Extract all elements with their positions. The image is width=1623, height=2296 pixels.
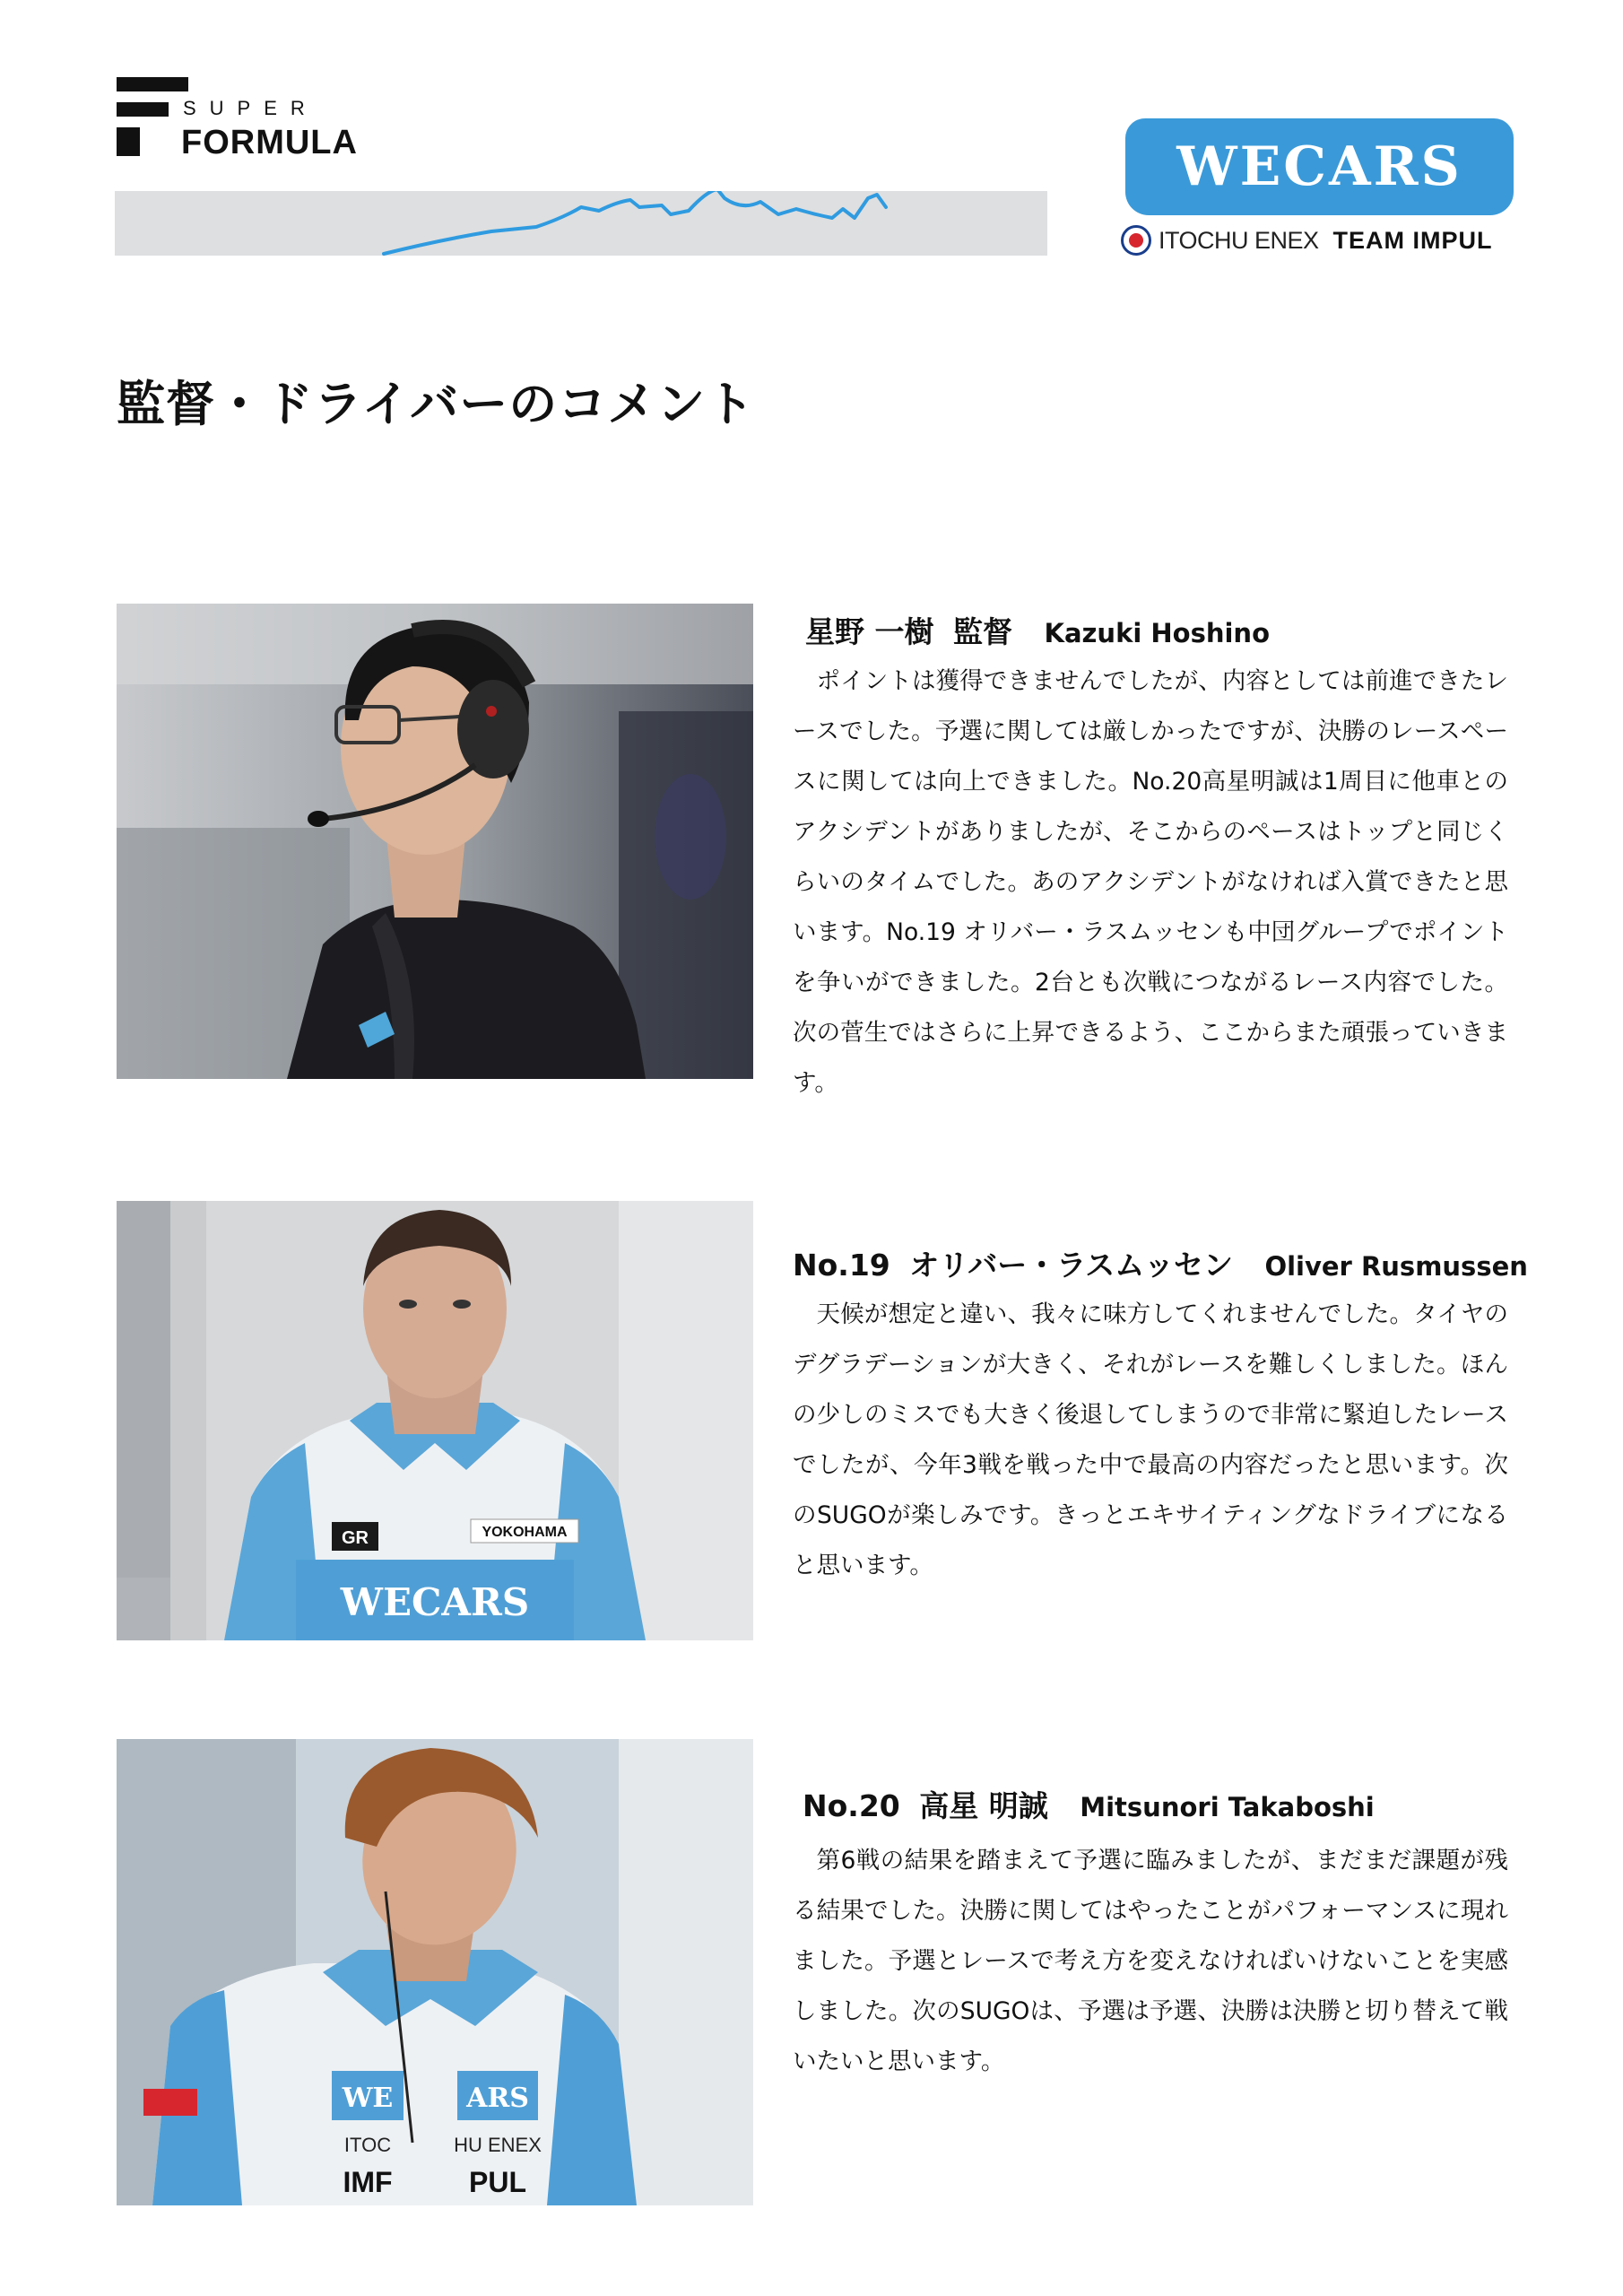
driver19-photo <box>117 1201 753 1640</box>
itochu-logo-icon <box>1121 225 1151 256</box>
suit-itochu-left: ITOC <box>343 2134 392 2156</box>
driver20-name-ja: 高星 明誠 <box>919 1788 1048 1823</box>
director-title: 監督 <box>953 614 1012 649</box>
wecars-badge <box>1125 118 1514 215</box>
team-name: TEAM IMPUL <box>1332 226 1493 254</box>
driver19-name-line <box>793 1242 1528 1284</box>
driver19-name-en: Oliver Rusmussen <box>1264 1251 1528 1282</box>
logo-super-text: SUPER <box>183 97 318 119</box>
suit-itochu-right: HU ENEX <box>454 2134 542 2156</box>
director-name-line <box>805 609 1270 651</box>
suit-ars-text: ARS <box>466 2083 529 2114</box>
team-name-line <box>1121 222 1524 258</box>
driver19-comment: 天候が想定と違い、我々に味方してくれませんでした。タイヤのデグラデーションが大きく、それがレースを難しくしました。ほんの少しのミスでも大きく後退してしまうので非常に緊迫したレースでしたが、今年3戦を戦った中で最高の内容だったと思います。次のSUGOが楽しみです。きっとエキサイティングなドライブになると思います。 <box>793 1300 1508 1579</box>
super-formula-logo <box>117 75 368 161</box>
suit-impul-right: PUL <box>469 2166 526 2198</box>
suit-yokohama-text: YOKOHAMA <box>482 1525 568 1540</box>
driver19-number: No.19 <box>793 1248 890 1283</box>
director-comment: ポイントは獲得できませんでしたが、内容としては前進できたレースでした。予選に関しては厳しかったですが、決勝のレースペースに関しては向上できました。No.20高星明誠は1周目に他車とのアクシデントがありましたが、そこからのペースはトップと同じくらいのタイムでした。あのアクシデントがなければ入賞できたと思います。No.19 オリバー・ラスムッセンも中団グループでポイントを争いができました。2台とも次戦につながるレース内容でした。次の菅生ではさらに上昇できるよう、ここからまた頑張っていきます。 <box>793 667 1508 1097</box>
track-wave-icon <box>115 191 1047 256</box>
driver20-name-en: Mitsunori Takaboshi <box>1080 1792 1375 1822</box>
director-name-ja: 星野 一樹 <box>805 614 934 649</box>
wecars-badge-text: WECARS <box>1176 135 1462 198</box>
director-photo <box>117 604 753 1079</box>
suit-wecars-text: WECARS <box>340 1580 530 1624</box>
driver20-photo <box>117 1739 753 2205</box>
suit-gr-text: GR <box>342 1528 369 1548</box>
driver20-name-line <box>803 1783 1375 1825</box>
director-name-en: Kazuki Hoshino <box>1044 618 1270 648</box>
suit-impul-left: IMF <box>343 2166 393 2198</box>
header-strip <box>115 191 1047 256</box>
page-title: 監督・ドライバーのコメント <box>117 376 756 432</box>
suit-we-text: WE <box>342 2083 394 2114</box>
driver20-number: No.20 <box>803 1788 900 1823</box>
driver19-name-ja: オリバー・ラスムッセン <box>909 1248 1233 1283</box>
driver20-comment: 第6戦の結果を踏まえて予選に臨みましたが、まだまだ課題が残る結果でした。決勝に関してはやったことがパフォーマンスに現れました。予選とレースで考え方を変えなければいけないことを実感しました。次のSUGOは、予選は予選、決勝は決勝と切り替えて戦いたいと思います。 <box>793 1847 1508 2075</box>
sponsor-name: ITOCHU ENEX <box>1159 226 1319 254</box>
logo-formula-text: FORMULA <box>181 124 358 161</box>
